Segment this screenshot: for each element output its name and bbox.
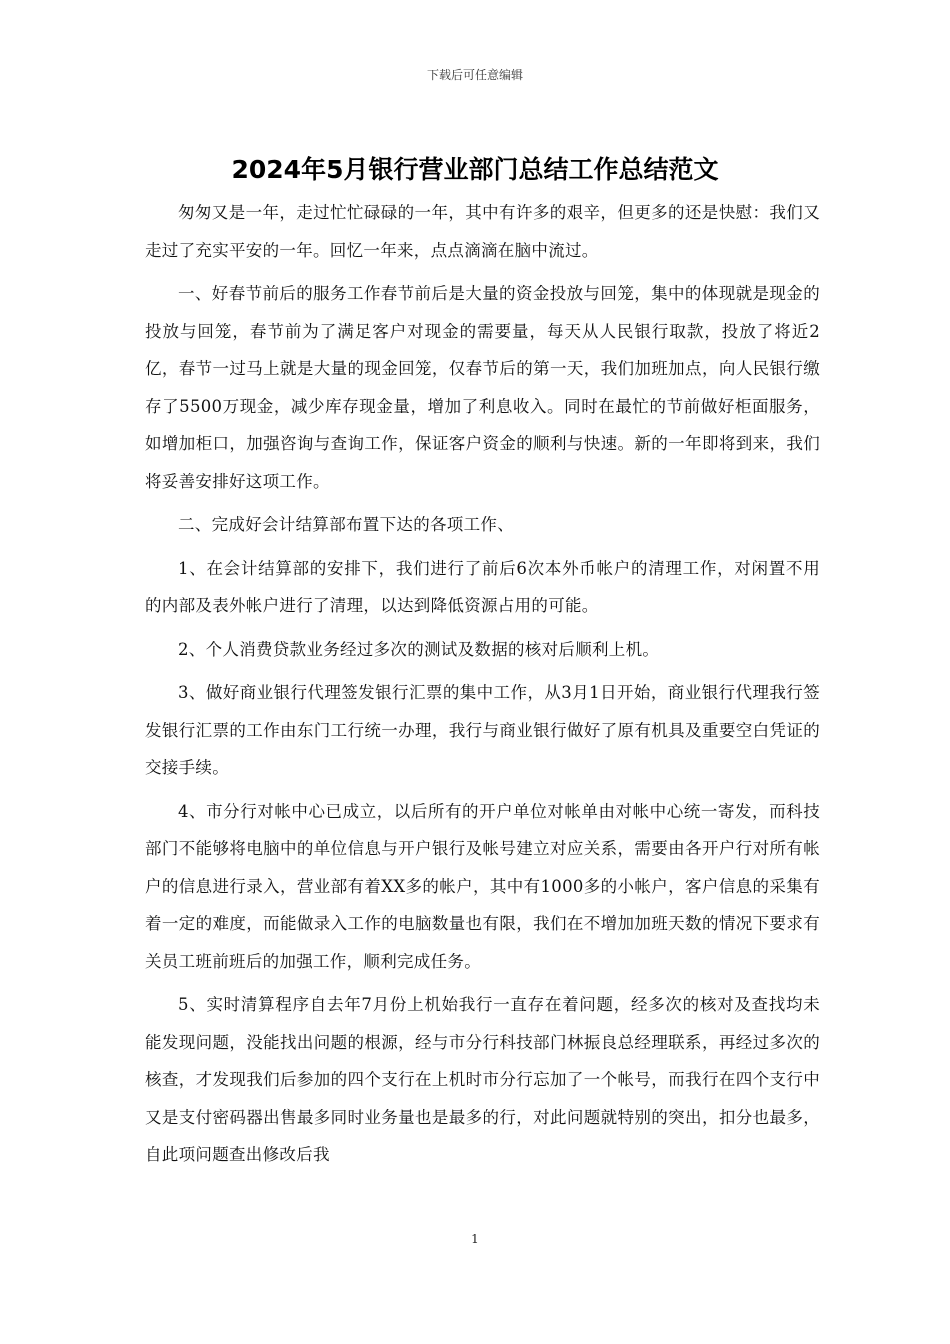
paragraph-section-1: 一、好春节前后的服务工作春节前后是大量的资金投放与回笼，集中的体现就是现金的投放与回笼，春节前为了满足客户对现金的需要量，每天从人民银行取款，投放了将近2亿，春节一过马上就是大量的现金回笼，仅春节后的第一天，我们加班加点，向人民银行缴存了5500万现金，减少库存现金量，增加了利息收入。同时在最忙的节前做好柜面服务，如增加柜口，加强咨询与查询工作，保证客户资金的顺利与快速。新的一年即将到来，我们将妥善安排好这项工作。 [145, 284, 820, 491]
document-title: 2024年5月银行营业部门总结工作总结范文 [231, 155, 719, 184]
paragraph-item-5: 5、实时清算程序自去年7月份上机始我行一直存在着问题，经多次的核对及查找均未能发现问题，没能找出问题的根源，经与市分行科技部门林振良总经理联系，再经过多次的核查，才发现我们后参加的四个支行在上机时市分行忘加了一个帐号，而我行在四个支行中又是支付密码器出售最多同时业务量也是最多的行，对此问题就特别的突出，扣分也最多，自此项问题查出修改后我 [145, 995, 820, 1164]
header-note: 下载后可任意编辑 [426, 68, 523, 82]
document-body [145, 194, 820, 1180]
page-number: 1 [471, 1232, 479, 1246]
paragraph-item-2: 2、个人消费贷款业务经过多次的测试及数据的核对后顺利上机。 [178, 639, 660, 659]
paragraph-item-4: 4、市分行对帐中心已成立，以后所有的开户单位对帐单由对帐中心统一寄发，而科技部门不能够将电脑中的单位信息与开户银行及帐号建立对应关系，需要由各开户行对所有帐户的信息进行录入，营业部有着XX多的帐户，其中有1000多的小帐户，客户信息的采集有着一定的难度，而能做录入工作的电脑数量也有限，我们在不增加加班天数的情况下要求有关员工班前班后的加强工作，顺利完成任务。 [145, 801, 820, 971]
paragraph-intro: 匆匆又是一年，走过忙忙碌碌的一年，其中有许多的艰辛，但更多的还是快慰：我们又走过了充实平安的一年。回忆一年来，点点滴滴在脑中流过。 [145, 203, 820, 260]
paragraph-section-2-heading: 二、完成好会计结算部布置下达的各项工作、 [178, 515, 514, 534]
paragraph-item-3: 3、做好商业银行代理签发银行汇票的集中工作，从3月1日开始，商业银行代理我行签发银行汇票的工作由东门工行统一办理，我行与商业银行做好了原有机具及重要空白凭证的交接手续。 [145, 683, 820, 777]
paragraph-item-1: 1、在会计结算部的安排下，我们进行了前后6次本外币帐户的清理工作，对闲置不用的内部及表外帐户进行了清理，以达到降低资源占用的可能。 [145, 558, 820, 615]
